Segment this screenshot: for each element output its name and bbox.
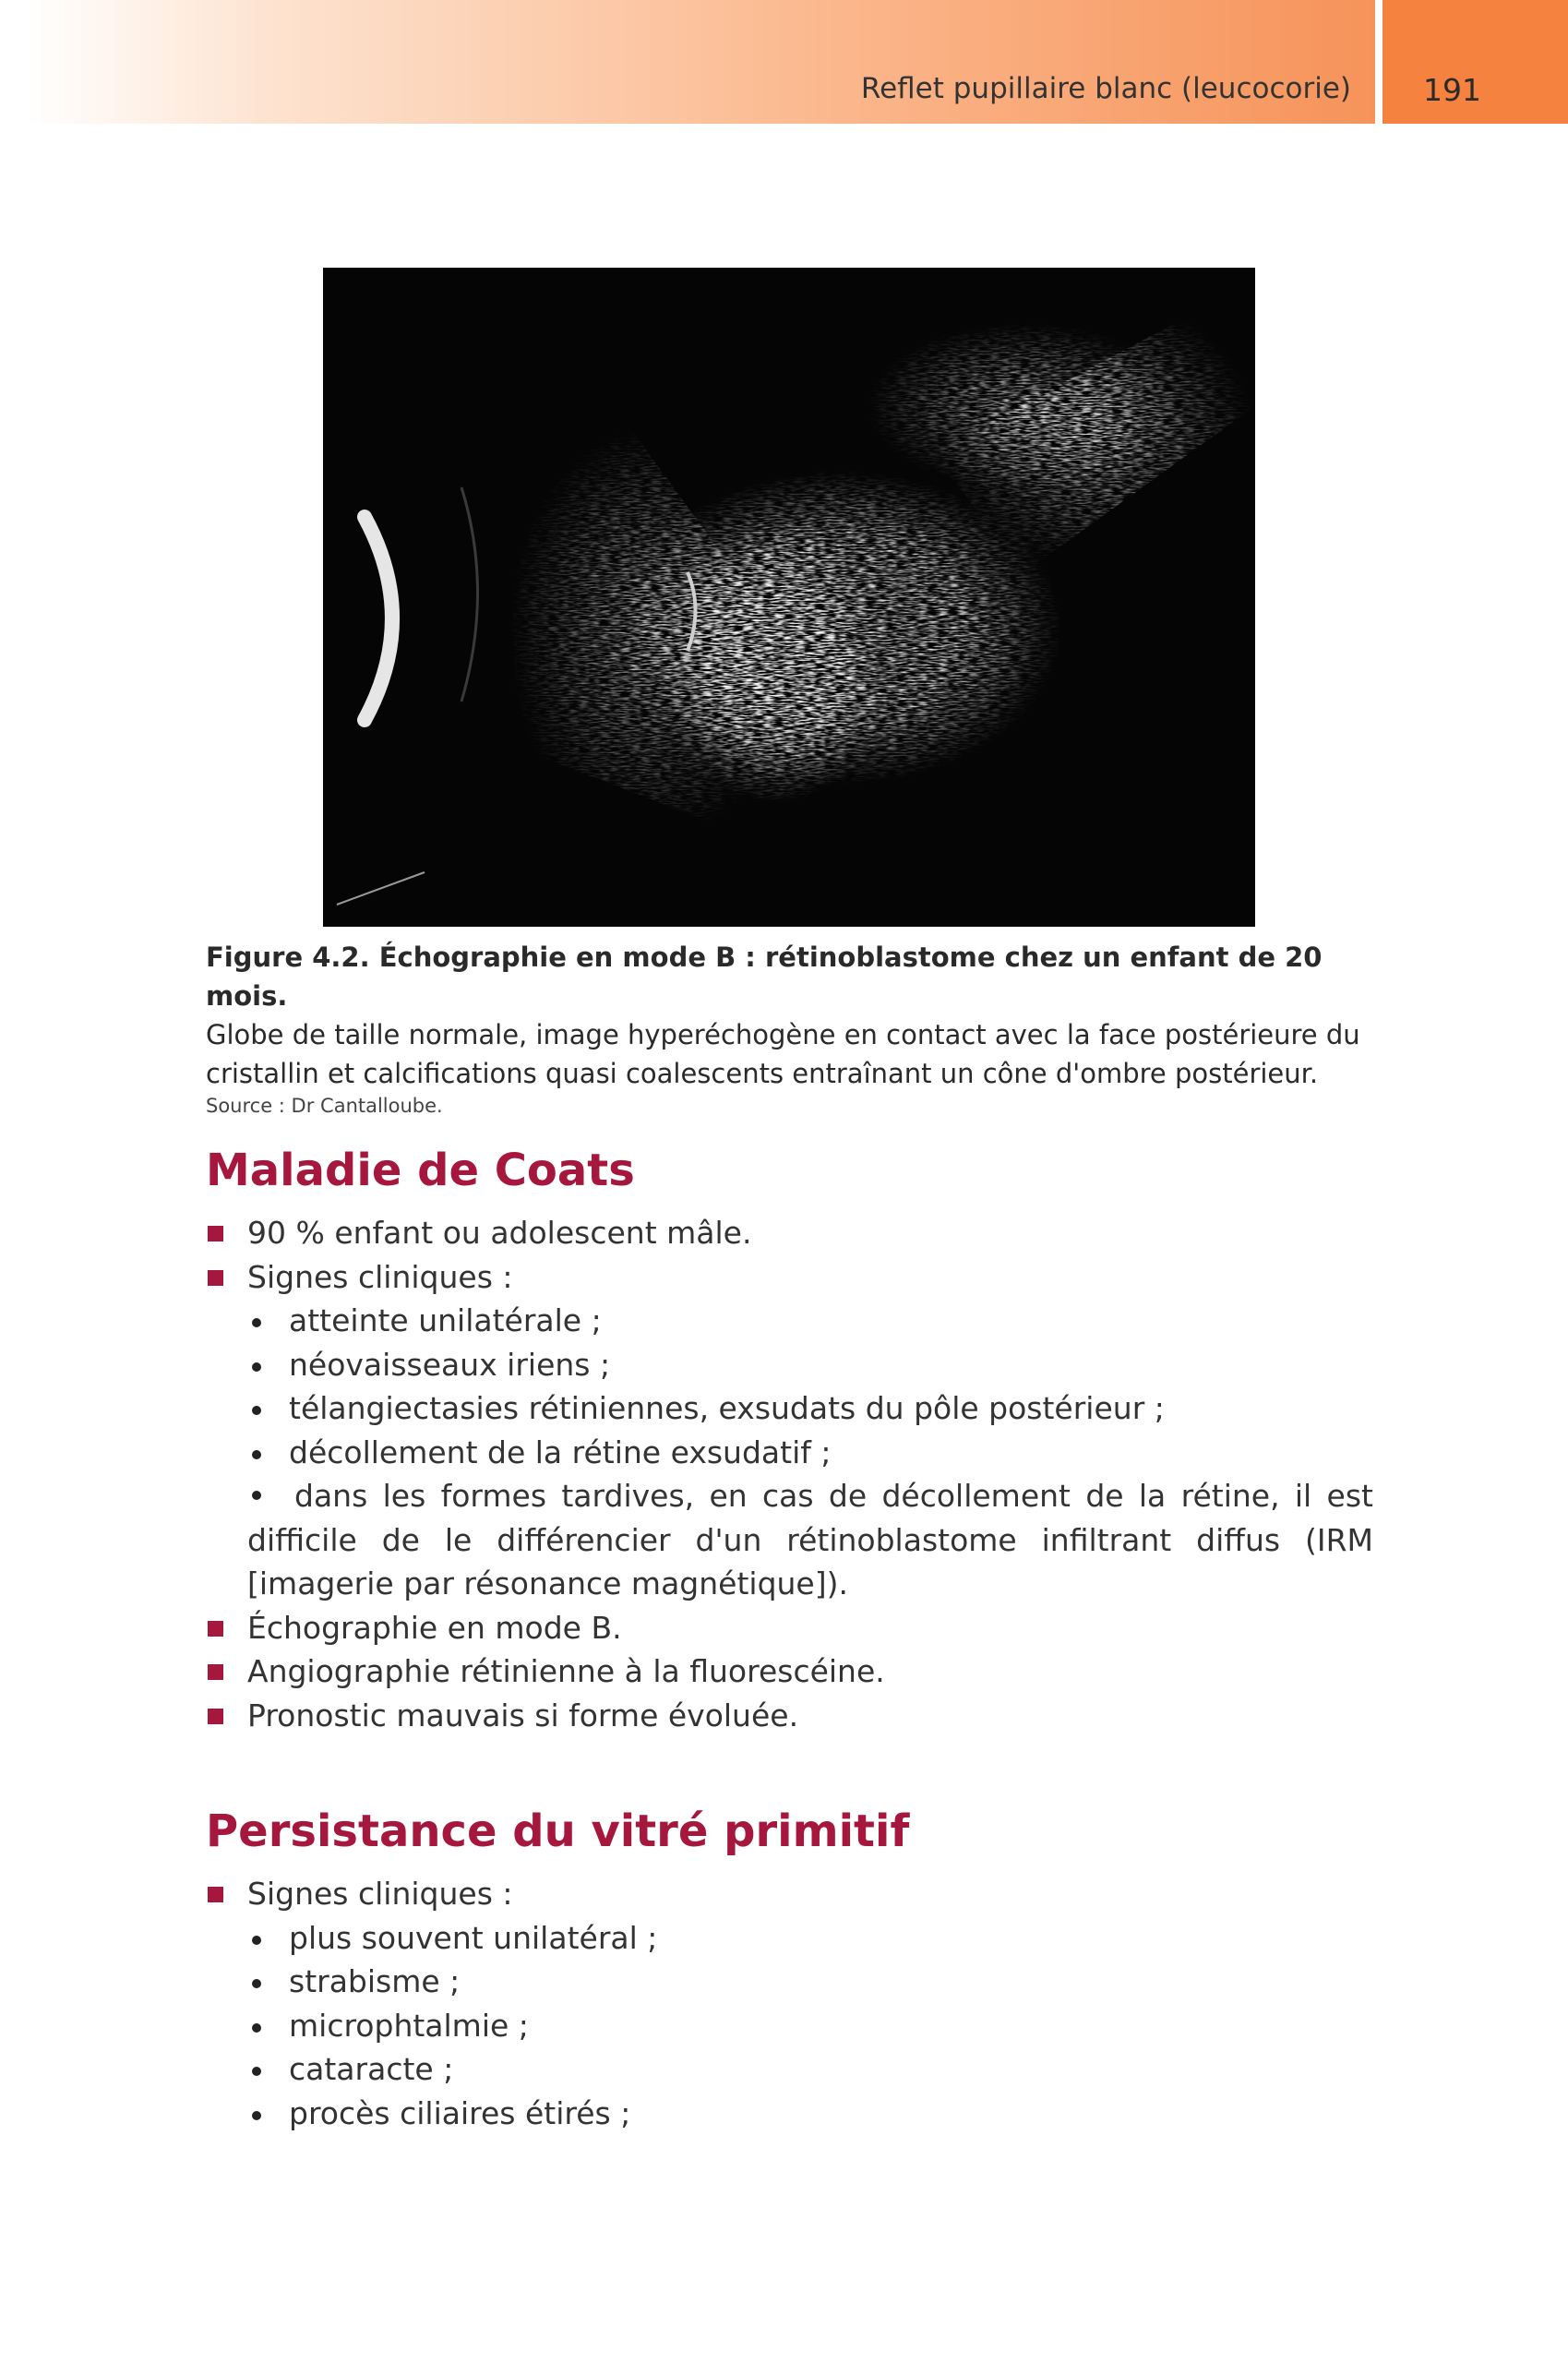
figure-caption [206, 938, 1378, 1119]
list-item: décollement de la rétine exsudatif ; [206, 1431, 1373, 1475]
ultrasound-scan-graphic [323, 268, 1255, 927]
list-item: cataracte ; [206, 2047, 1373, 2092]
vitre-list [206, 1872, 1373, 2135]
list-item: strabisme ; [206, 1960, 1373, 2004]
page-number-box [1382, 0, 1568, 124]
ultrasound-image [323, 268, 1255, 927]
list-item: microphtalmie ; [206, 2004, 1373, 2048]
page-number: 191 [1423, 72, 1481, 108]
running-header-title: Reflet pupillaire blanc (leucocorie) [860, 72, 1351, 105]
running-header [26, 0, 1375, 124]
list-item: Échographie en mode B. [206, 1606, 1373, 1650]
section-title-coats: Maladie de Coats [206, 1145, 635, 1196]
list-item: télangiectasies rétiniennes, exsudats du pôle postérieur ; [206, 1386, 1373, 1431]
figure-caption-source: Source : Dr Cantalloube. [206, 1095, 443, 1117]
list-item: plus souvent unilatéral ; [206, 1916, 1373, 1961]
list-item [206, 1474, 1373, 1606]
coats-list [206, 1211, 1373, 1737]
list-item: Signes cliniques : [206, 1872, 1373, 1916]
list-item: 90 % enfant ou adolescent mâle. [206, 1211, 1373, 1255]
list-item: Pronostic mauvais si forme évoluée. [206, 1694, 1373, 1738]
list-item: Angiographie rétinienne à la fluorescéine. [206, 1649, 1373, 1694]
bullet-dot-icon [252, 1491, 261, 1500]
section-title-vitre: Persistance du vitré primitif [206, 1805, 910, 1857]
list-item: procès ciliaires étirés ; [206, 2092, 1373, 2136]
figure-caption-description: Globe de taille normale, image hyperéchogène en contact avec la face postérieure du cristallin et calcifications quasi coalescents entraînant un cône d'ombre postérieur. [206, 1019, 1360, 1089]
list-item: néovaisseaux iriens ; [206, 1343, 1373, 1387]
list-item: atteinte unilatérale ; [206, 1299, 1373, 1343]
list-item: Signes cliniques : [206, 1255, 1373, 1300]
list-item-text: dans les formes tardives, en cas de décollement de la rétine, il est difficile de le différencier d'un rétinoblastome infiltrant diffus (IRM [imagerie par résonance magnétique]). [247, 1478, 1373, 1601]
figure-caption-title: Figure 4.2. Échographie en mode B : rétinoblastome chez un enfant de 20 mois. [206, 942, 1323, 1012]
